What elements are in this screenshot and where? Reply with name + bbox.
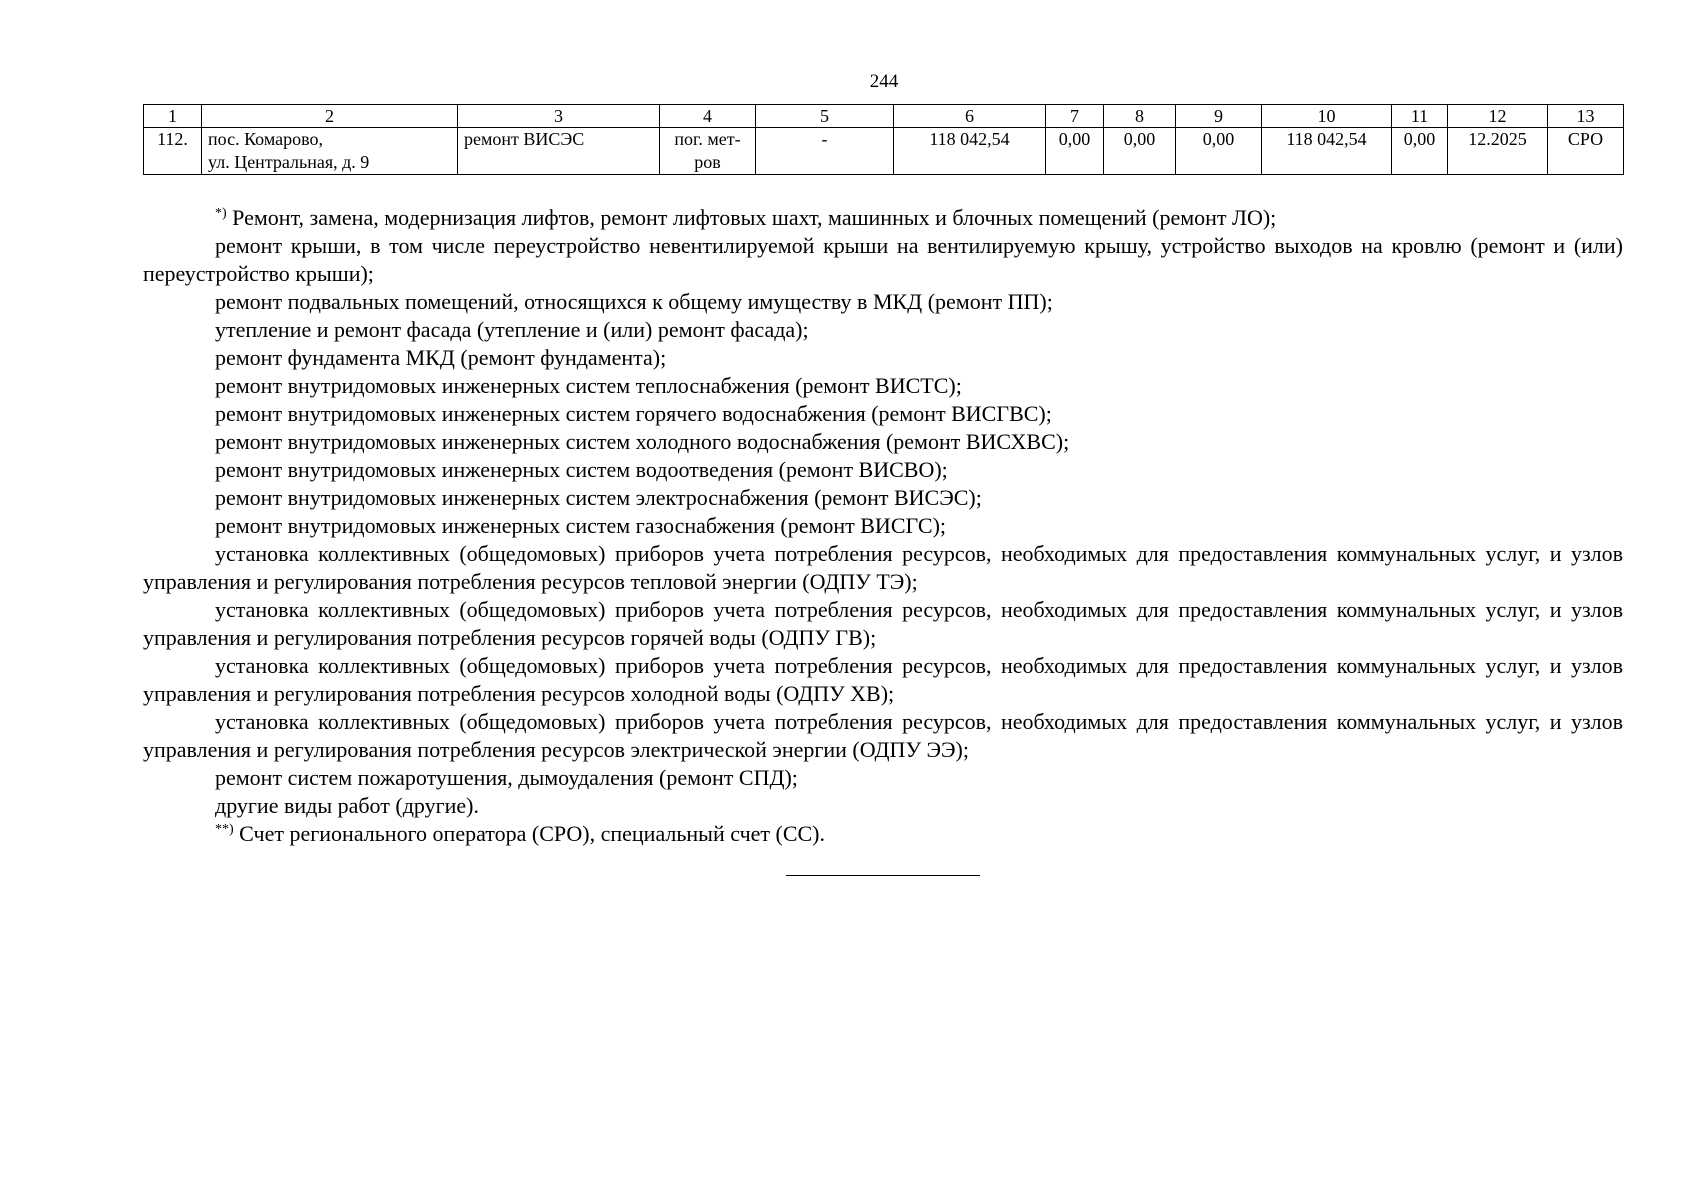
footnote-line: ремонт подвальных помещений, относящихся к общему имуществу в МКД (ремонт ПП); <box>215 289 1053 314</box>
footnote-line <box>143 820 1623 848</box>
footnote-line: установка коллективных (общедомовых) приборов учета потребления ресурсов, необходимых для предоставления коммунальных услуг, и узлов управления и регулирования потребления ресурсов горячей воды (ОДПУ ГВ); <box>143 597 1623 650</box>
header-cell: 7 <box>1046 105 1104 128</box>
footnote-text: Счет регионального оператора (СРО), специальный счет (СС). <box>233 821 826 846</box>
footnote-line <box>143 204 1623 232</box>
header-cell: 11 <box>1392 105 1448 128</box>
footnote-line: установка коллективных (общедомовых) приборов учета потребления ресурсов, необходимых для предоставления коммунальных услуг, и узлов управления и регулирования потребления ресурсов холодной воды (ОДПУ ХВ); <box>143 653 1623 706</box>
header-cell: 5 <box>756 105 894 128</box>
unit-line-1: пог. мет- <box>674 129 741 149</box>
footnote-line: ремонт систем пожаротушения, дымоудаления (ремонт СПД); <box>215 765 798 790</box>
footnote-line: ремонт внутридомовых инженерных систем электроснабжения (ремонт ВИСЭС); <box>215 485 982 510</box>
footnote-line: утепление и ремонт фасада (утепление и (или) ремонт фасада); <box>215 317 809 342</box>
header-cell: 9 <box>1176 105 1262 128</box>
unit-line-2: ров <box>694 152 721 172</box>
col9-cell: 0,00 <box>1176 128 1262 175</box>
header-cell: 12 <box>1448 105 1548 128</box>
page-number: 244 <box>869 71 899 92</box>
header-cell: 4 <box>660 105 756 128</box>
header-cell: 13 <box>1548 105 1624 128</box>
col12-cell: 12.2025 <box>1448 128 1548 175</box>
col10-cell: 118 042,54 <box>1262 128 1392 175</box>
footnote-line: ремонт крыши, в том числе переустройство невентилируемой крыши на вентилируемую крышу, устройство выходов на кровлю (ремонт и (или) переустройство крыши); <box>143 233 1623 286</box>
header-cell: 1 <box>144 105 202 128</box>
footnote-mark: **) <box>215 822 234 837</box>
footnote-line: установка коллективных (общедомовых) приборов учета потребления ресурсов, необходимых для предоставления коммунальных услуг, и узлов управления и регулирования потребления ресурсов электрической энергии (ОДПУ ЭЭ); <box>143 709 1623 762</box>
footnote-mark: *) <box>215 206 227 221</box>
header-cell: 3 <box>458 105 660 128</box>
footnote-line: ремонт внутридомовых инженерных систем газоснабжения (ремонт ВИСГС); <box>215 513 947 538</box>
end-divider <box>786 875 980 876</box>
header-cell: 10 <box>1262 105 1392 128</box>
address-line-2: ул. Центральная, д. 9 <box>208 152 370 172</box>
footnote-line: ремонт внутридомовых инженерных систем горячего водоснабжения (ремонт ВИСГВС); <box>215 401 1052 426</box>
work-type-cell: ремонт ВИСЭС <box>458 128 660 175</box>
header-cell: 6 <box>894 105 1046 128</box>
col6-cell: 118 042,54 <box>894 128 1046 175</box>
table-row <box>144 128 1624 175</box>
row-number: 112. <box>144 128 202 175</box>
address-line-1: пос. Комарово, <box>208 129 323 149</box>
col13-cell: СРО <box>1548 128 1624 175</box>
footnote-line: другие виды работ (другие). <box>215 793 479 818</box>
header-cell: 8 <box>1104 105 1176 128</box>
col11-cell: 0,00 <box>1392 128 1448 175</box>
footnote-line: установка коллективных (общедомовых) приборов учета потребления ресурсов, необходимых для предоставления коммунальных услуг, и узлов управления и регулирования потребления ресурсов тепловой энергии (ОДПУ ТЭ); <box>143 541 1623 594</box>
col7-cell: 0,00 <box>1046 128 1104 175</box>
footnotes <box>143 204 1623 848</box>
col5-cell: - <box>756 128 894 175</box>
col8-cell: 0,00 <box>1104 128 1176 175</box>
footnote-line: ремонт внутридомовых инженерных систем теплоснабжения (ремонт ВИСТС); <box>215 373 962 398</box>
footnote-line: ремонт фундамента МКД (ремонт фундамента); <box>215 345 667 370</box>
footnote-text: Ремонт, замена, модернизация лифтов, ремонт лифтовых шахт, машинных и блочных помещений (ремонт ЛО); <box>226 205 1277 230</box>
unit-cell <box>660 128 756 175</box>
footnote-line: ремонт внутридомовых инженерных систем холодного водоснабжения (ремонт ВИСХВС); <box>215 429 1070 454</box>
works-table <box>143 104 1624 175</box>
table-header-row <box>144 105 1624 128</box>
address-cell <box>202 128 458 175</box>
header-cell: 2 <box>202 105 458 128</box>
footnote-line: ремонт внутридомовых инженерных систем водоотведения (ремонт ВИСВО); <box>215 457 948 482</box>
